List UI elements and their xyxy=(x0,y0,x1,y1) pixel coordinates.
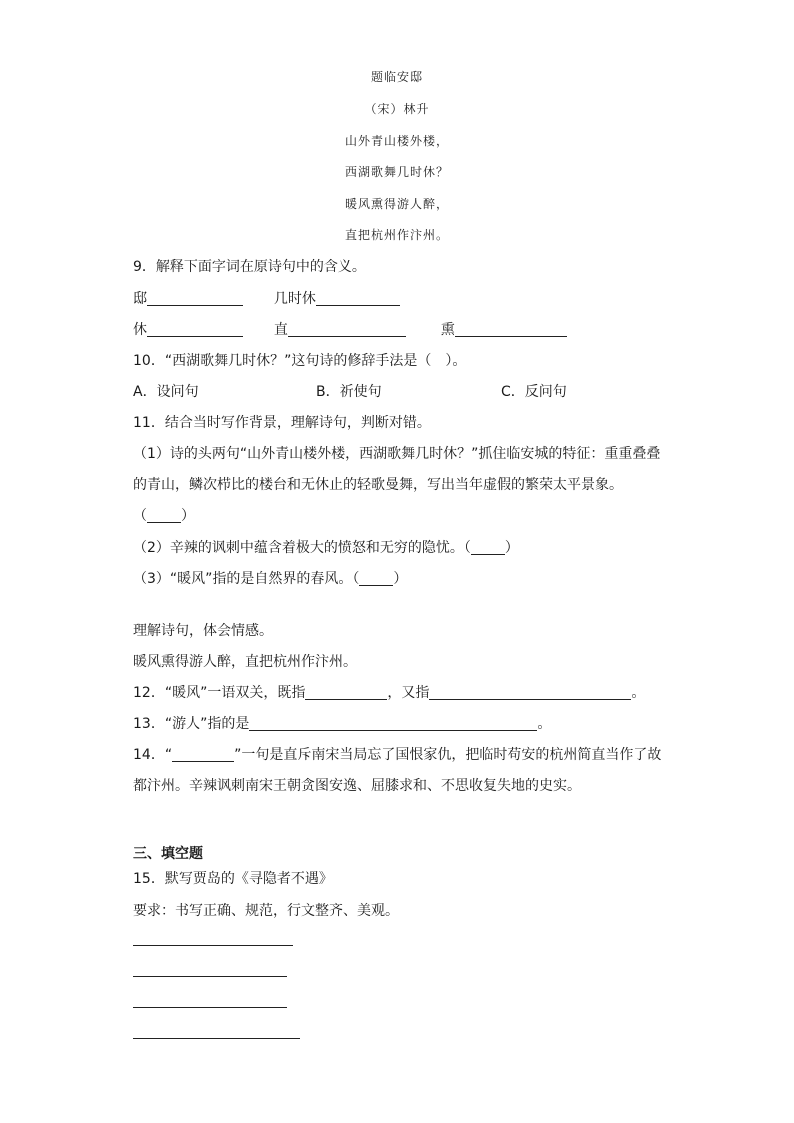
poem-line-4: 直把杭州作汴州。 xyxy=(344,228,449,242)
q10-option-b[interactable]: B．祈使句 xyxy=(316,384,382,400)
q10-option-a[interactable]: A．设问句 xyxy=(133,384,199,400)
q9-word-3: 休 xyxy=(133,322,147,338)
q14-text-b: ”一句是直斥南宋当局忘了国恨家仇，把临时苟安的杭州简直当作了故 xyxy=(234,747,662,763)
q9-row-2 xyxy=(133,319,567,339)
q14-text-a: 14．“ xyxy=(133,747,173,763)
q11-item2-text: （2）辛辣的讽刺中蕴含着极大的愤怒和无穷的隐忧。（ xyxy=(133,540,471,556)
q9-blank-2[interactable] xyxy=(316,291,400,306)
answer-line-1[interactable] xyxy=(133,945,293,946)
answer-line-2[interactable] xyxy=(133,976,287,977)
q14-line1 xyxy=(133,744,661,764)
q9-blank-4[interactable] xyxy=(288,322,406,337)
q14-blank[interactable] xyxy=(172,747,234,762)
q9-prompt: 9．解释下面字词在原诗句中的含义。 xyxy=(133,259,366,275)
q9-word-1: 邸 xyxy=(133,291,147,307)
poem-line-3: 暖风熏得游人醉， xyxy=(344,197,449,211)
q11-item2 xyxy=(133,537,519,557)
q12-text-c: 。 xyxy=(631,685,646,701)
q10-prompt: 10．“西湖歌舞几时休？”这句诗的修辞手法是（ ）。 xyxy=(133,353,467,369)
q15-requirement: 要求：书写正确、规范，行文整齐、美观。 xyxy=(133,903,399,919)
q11-item2-blank[interactable] xyxy=(471,540,505,555)
q13-blank[interactable] xyxy=(249,716,537,731)
q13 xyxy=(133,713,551,733)
poem-title: 题临安邸 xyxy=(370,70,423,84)
q11-item1-blank[interactable] xyxy=(147,508,181,523)
q9-word-2: 几时休 xyxy=(273,291,316,307)
q11-item1-line1: （1）诗的头两句“山外青山楼外楼，西湖歌舞几时休？”抓住临安城的特征：重重叠叠 xyxy=(133,446,661,462)
q9-blank-5[interactable] xyxy=(455,322,567,337)
poem-author: （宋）林升 xyxy=(364,102,430,116)
q11-item3 xyxy=(133,568,407,588)
paren-open: （ xyxy=(133,508,147,524)
paren-close: ） xyxy=(504,540,519,556)
poem-line-1: 山外青山楼外楼， xyxy=(344,134,449,148)
answer-line-4[interactable] xyxy=(133,1038,300,1039)
reading-quote: 暖风熏得游人醉，直把杭州作汴州。 xyxy=(133,654,357,670)
q11-item3-blank[interactable] xyxy=(359,571,393,586)
paren-close: ） xyxy=(393,571,408,587)
q9-blank-3[interactable] xyxy=(147,322,243,337)
q12-blank-2[interactable] xyxy=(429,685,631,700)
q15-prompt: 15．默写贾岛的《寻隐者不遇》 xyxy=(133,871,333,887)
section-heading: 三、填空题 xyxy=(133,846,203,862)
poem-line-2: 西湖歌舞几时休？ xyxy=(344,165,449,179)
q13-text-b: 。 xyxy=(537,716,552,732)
paren-close: ） xyxy=(181,508,195,524)
q11-prompt: 11．结合当时写作背景，理解诗句，判断对错。 xyxy=(133,415,431,431)
answer-line-3[interactable] xyxy=(133,1007,287,1008)
q12-text-b: ，又指 xyxy=(387,685,430,701)
q9-blank-1[interactable] xyxy=(147,291,243,306)
q9-word-5: 熏 xyxy=(440,322,455,338)
q11-item1-line2: 的青山，鳞次栉比的楼台和无休止的轻歌曼舞，写出当年虚假的繁荣太平景象。 xyxy=(133,477,623,493)
q12-blank-1[interactable] xyxy=(305,685,387,700)
q9-row-1 xyxy=(133,288,400,308)
reading-intro: 理解诗句，体会情感。 xyxy=(133,623,273,639)
q12-text-a: 12．“暖风”一语双关，既指 xyxy=(133,685,306,701)
q11-item3-text: （3）“暖风”指的是自然界的春风。（ xyxy=(133,571,360,587)
q10-option-c[interactable]: C．反问句 xyxy=(501,384,567,400)
q9-word-4: 直 xyxy=(273,322,288,338)
q14-line2: 都汴州。辛辣讽刺南宋王朝贪图安逸、屈膝求和、不思收复失地的史实。 xyxy=(133,778,581,794)
q13-text-a: 13．“游人”指的是 xyxy=(133,716,250,732)
q11-item1-answer xyxy=(133,505,195,525)
q12 xyxy=(133,682,645,702)
